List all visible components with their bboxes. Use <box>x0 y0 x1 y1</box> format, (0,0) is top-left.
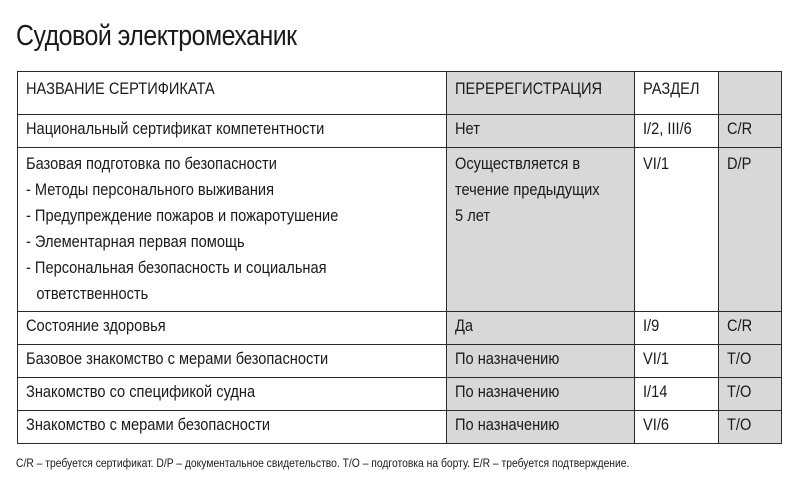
cell-code: C/R <box>719 115 782 148</box>
cell-certificate-name: Состояние здоровья <box>18 312 447 345</box>
cell-certificate-name: Знакомство с мерами безопасности <box>18 411 447 444</box>
name-line: ответственность <box>36 284 149 303</box>
cell-certificate-name: Базовое знакомство с мерами безопасности <box>18 345 447 378</box>
header-revalidation: ПЕРЕРЕГИСТРАЦИЯ <box>447 72 635 115</box>
name-line: - Персональная безопасность и социальная <box>26 258 327 277</box>
cell-section: I/9 <box>635 312 719 345</box>
cell-section: I/2, III/6 <box>635 115 719 148</box>
cell-code: T/O <box>719 345 782 378</box>
cell-section: I/14 <box>635 378 719 411</box>
page-title: Судовой электромеханик <box>16 20 297 52</box>
name-line: - Предупреждение пожаров и пожаротушение <box>26 206 339 225</box>
name-line: - Методы персонального выживания <box>26 180 275 199</box>
header-code <box>719 72 782 115</box>
footnote: C/R – требуется сертификат. D/P – документальное свидетельство. T/O – подготовка на борту. E/R – требуется подтверждение. <box>16 456 630 470</box>
cell-revalidation: По назначению <box>447 411 635 444</box>
cell-section: VI/6 <box>635 411 719 444</box>
cell-certificate-name: Знакомство со спецификой судна <box>18 378 447 411</box>
table-row <box>18 148 782 312</box>
cell-revalidation: Да <box>447 312 635 345</box>
cell-revalidation: По назначению <box>447 378 635 411</box>
name-line: Базовая подготовка по безопасности <box>26 154 277 173</box>
name-line: - Элементарная первая помощь <box>26 232 245 251</box>
cell-revalidation: Нет <box>447 115 635 148</box>
header-section: РАЗДЕЛ <box>635 72 719 115</box>
cell-code: D/P <box>719 148 782 312</box>
cell-section: VI/1 <box>635 148 719 312</box>
cell-code: C/R <box>719 312 782 345</box>
table-row <box>18 312 782 345</box>
cell-certificate-name: Национальный сертификат компетентности <box>18 115 447 148</box>
cell-code: T/O <box>719 411 782 444</box>
header-certificate-name: НАЗВАНИЕ СЕРТИФИКАТА <box>18 72 447 115</box>
cell-certificate-name <box>18 148 447 312</box>
certificates-table <box>17 71 782 444</box>
revalidation-line: течение предыдущих <box>455 180 600 199</box>
table-header-row <box>18 72 782 115</box>
revalidation-line: 5 лет <box>455 206 491 225</box>
cell-revalidation <box>447 148 635 312</box>
table-row <box>18 115 782 148</box>
cell-code: T/O <box>719 378 782 411</box>
cell-section: VI/1 <box>635 345 719 378</box>
revalidation-line: Осуществляется в <box>455 154 581 173</box>
cell-revalidation: По назначению <box>447 345 635 378</box>
table-row <box>18 378 782 411</box>
table-row <box>18 411 782 444</box>
table-row <box>18 345 782 378</box>
